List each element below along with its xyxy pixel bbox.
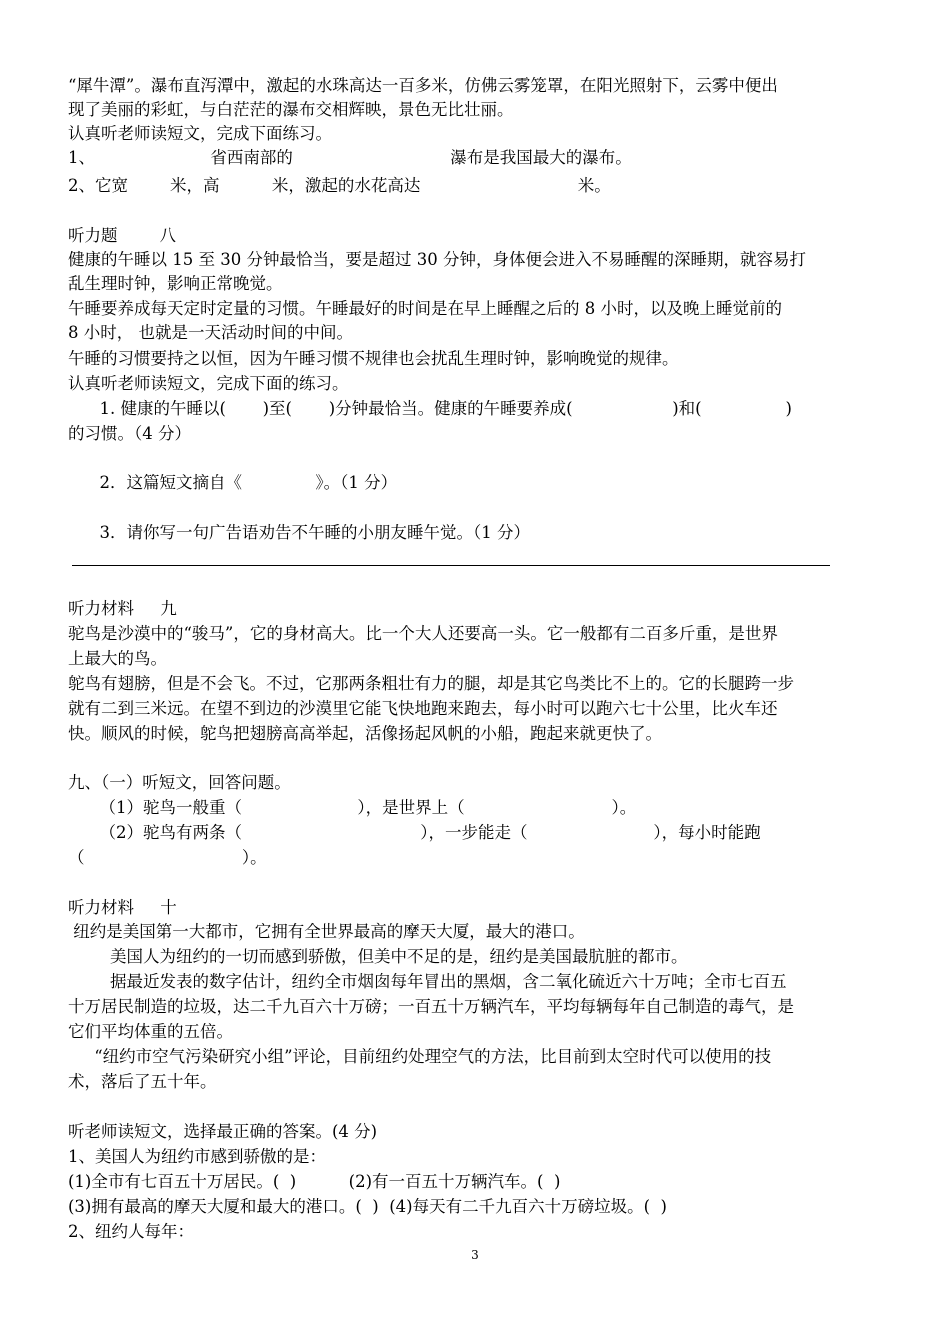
text-line: 乱生理时钟，影响正常晚觉。	[68, 274, 283, 293]
text-line: “犀牛潭”。瀑布直泻潭中，激起的水珠高达一百多米，仿佛云雾笼罩，在阳光照射下，云雾中便出	[68, 76, 778, 95]
question-line: 2．这篇短文摘自《 》。（1 分）	[68, 473, 398, 492]
text-line: 午睡要养成每天定时定量的习惯。午睡最好的时间是在早上睡醒之后的 8 小时，以及晚上睡觉前的	[68, 299, 782, 318]
text-line: 午睡的习惯要持之以恒，因为午睡习惯不规律也会扰乱生理时钟，影响晚觉的规律。	[68, 349, 679, 368]
page-number: 3	[471, 1248, 479, 1262]
section-heading: 听力材料 九	[68, 599, 177, 618]
question-line: （2）驼鸟有两条（ ），一步能走（ ），每小时能跑	[68, 823, 761, 842]
section-heading: 听力材料 十	[68, 898, 177, 917]
instruction-line: 听老师读短文，选择最正确的答案。(4 分)	[68, 1122, 378, 1141]
question-line: （1）驼鸟一般重（ ），是世界上（ ）。	[68, 798, 637, 817]
text-line: 美国人为纽约的一切而感到骄傲，但美中不足的是，纽约是美国最肮脏的都市。	[68, 947, 688, 966]
question-line: 2、它宽 米，高 米，激起的水花高达 米。	[68, 176, 611, 195]
text-line: “纽约市空气污染研究小组”评论，目前纽约处理空气的方法，比目前到太空时代可以使用的技	[68, 1047, 772, 1066]
text-line: 现了美丽的彩虹，与白茫茫的瀑布交相辉映，景色无比壮丽。	[68, 100, 514, 119]
text-line: 十万居民制造的垃圾，达二千九百六十万磅；一百五十万辆汽车，平均每辆每年自己制造的毒气，是	[68, 997, 794, 1016]
instruction-line: 认真听老师读短文，完成下面练习。	[68, 124, 332, 143]
section-heading: 听力题 八	[68, 226, 176, 245]
question-line: 1、 省西南部的 瀑布是我国最大的瀑布。	[68, 148, 632, 167]
text-line: 上最大的鸟。	[68, 649, 167, 668]
option-line: (3)拥有最高的摩天大厦和最大的港口。( ) (4)每天有二千九百六十万磅垃圾。( )	[68, 1197, 667, 1216]
section-heading: 九、（一）听短文，回答问题。	[68, 773, 291, 792]
answer-line	[72, 565, 830, 566]
question-line: 1、美国人为纽约市感到骄傲的是：	[68, 1147, 326, 1166]
text-line: 就有二到三米远。在望不到边的沙漠里它能飞快地跑来跑去，每小时可以跑六七十公里，比火车还	[68, 699, 778, 718]
text-line: 8 小时， 也就是一天活动时间的中间。	[68, 323, 353, 342]
question-line: 的习惯。（4 分）	[68, 424, 191, 443]
option-line: (1)全市有七百五十万居民。( ) (2)有一百五十万辆汽车。( )	[68, 1172, 561, 1191]
text-line: 健康的午睡以 15 至 30 分钟最恰当，要是超过 30 分钟，身体便会进入不易睡醒的深睡期，就容易打	[68, 250, 806, 269]
text-line: 快。顺风的时候，鸵鸟把翅膀高高举起，活像扬起风帆的小船，跑起来就更快了。	[68, 724, 662, 743]
question-line: 2、纽约人每年：	[68, 1222, 194, 1241]
text-line: 它们平均体重的五倍。	[68, 1022, 233, 1041]
instruction-line: 认真听老师读短文，完成下面的练习。	[68, 374, 349, 393]
question-line: （ ）。	[68, 848, 267, 867]
question-line: 3．请你写一句广告语劝告不午睡的小朋友睡午觉。（1 分）	[68, 523, 530, 542]
text-line: 鸵鸟有翅膀，但是不会飞。不过，它那两条粗壮有力的腿，却是其它鸟类比不上的。它的长腿跨一步	[68, 674, 794, 693]
text-line: 据最近发表的数字估计，纽约全市烟囱每年冒出的黑烟，含二氧化硫近六十万吨；全市七百五	[68, 972, 787, 991]
question-line: 1. 健康的午睡以( )至( )分钟最恰当。健康的午睡要养成( )和( )	[68, 399, 792, 418]
text-line: 术，落后了五十年。	[68, 1072, 217, 1091]
text-line: 纽约是美国第一大都市，它拥有全世界最高的摩天大厦，最大的港口。	[68, 922, 585, 941]
text-line: 驼鸟是沙漠中的“骏马”，它的身材高大。比一个大人还要高一头。它一般都有二百多斤重，是世界	[68, 624, 778, 643]
